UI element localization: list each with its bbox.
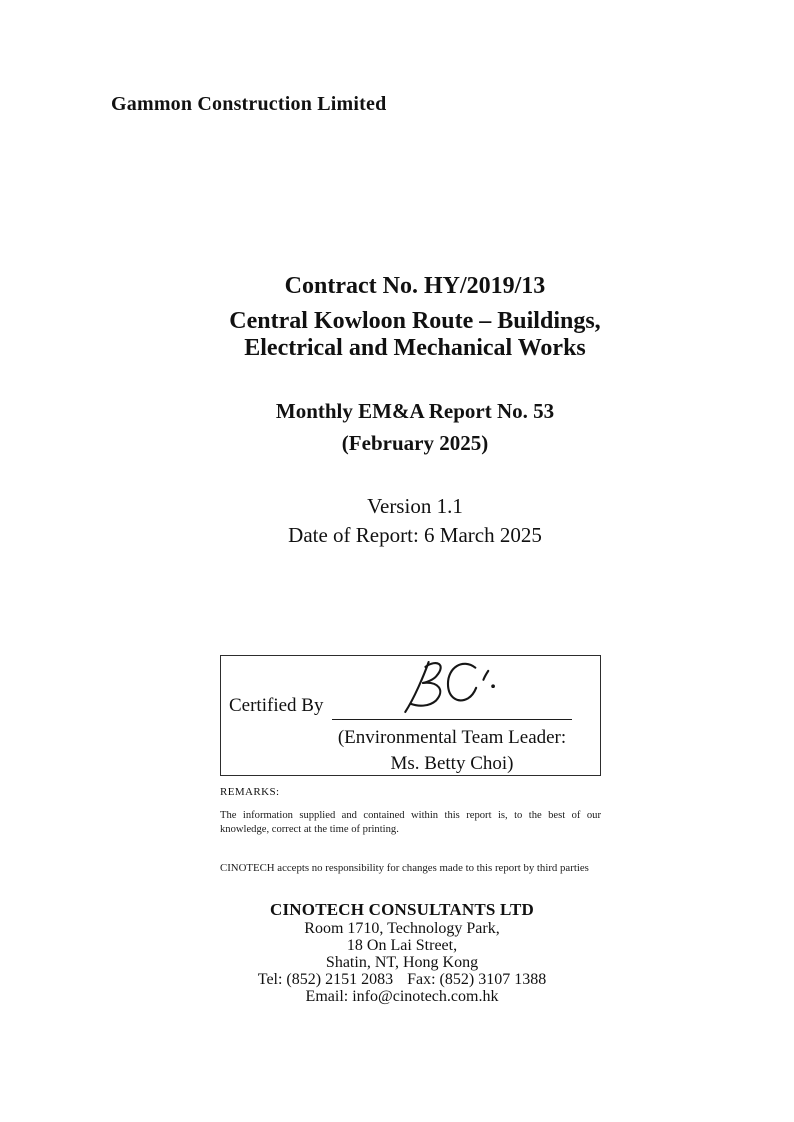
signature-column — [332, 656, 572, 777]
contract-number: Contract No. HY/2019/13 — [284, 273, 546, 299]
footer-tel-fax-line — [211, 971, 593, 988]
signatory-title: (Environmental Team Leader: — [337, 727, 567, 748]
footer-tel: Tel: (852) 2151 2083 — [257, 971, 394, 988]
footer-company-name: CINOTECH CONSULTANTS LTD — [270, 900, 534, 919]
signature-mark — [397, 658, 507, 716]
signatory-name: Ms. Betty Choi) — [390, 753, 514, 774]
remarks-heading: REMARKS: — [220, 786, 280, 798]
footer-fax: Fax: (852) 3107 1388 — [407, 971, 547, 988]
company-header: Gammon Construction Limited — [111, 93, 387, 115]
report-date: Date of Report: 6 March 2025 — [288, 523, 542, 547]
remarks-body-line1: The information supplied and contained within this report is, to the best of our — [220, 810, 601, 821]
disclaimer-text: CINOTECH accepts no responsibility for changes made to this report by third parties — [220, 862, 589, 874]
signature-line — [332, 719, 572, 720]
version-label: Version 1.1 — [367, 494, 463, 518]
footer-email: Email: info@cinotech.com.hk — [305, 988, 499, 1005]
project-name-line2: Electrical and Mechanical Works — [244, 335, 586, 361]
certification-box — [220, 655, 601, 776]
footer-address-line1: Room 1710, Technology Park, — [304, 920, 500, 937]
footer-address-line3: Shatin, NT, Hong Kong — [325, 954, 479, 971]
signature — [332, 658, 572, 721]
project-name-line1: Central Kowloon Route – Buildings, — [229, 308, 601, 334]
report-number: Monthly EM&A Report No. 53 — [275, 399, 555, 423]
report-month: (February 2025) — [341, 431, 489, 455]
footer-address-line2: 18 On Lai Street, — [346, 937, 458, 954]
remarks-body-line2: knowledge, correct at the time of printing. — [220, 824, 399, 835]
certified-by-label: Certified By — [229, 695, 324, 716]
footer-contact-block — [211, 899, 593, 1005]
remarks-body — [220, 809, 601, 837]
